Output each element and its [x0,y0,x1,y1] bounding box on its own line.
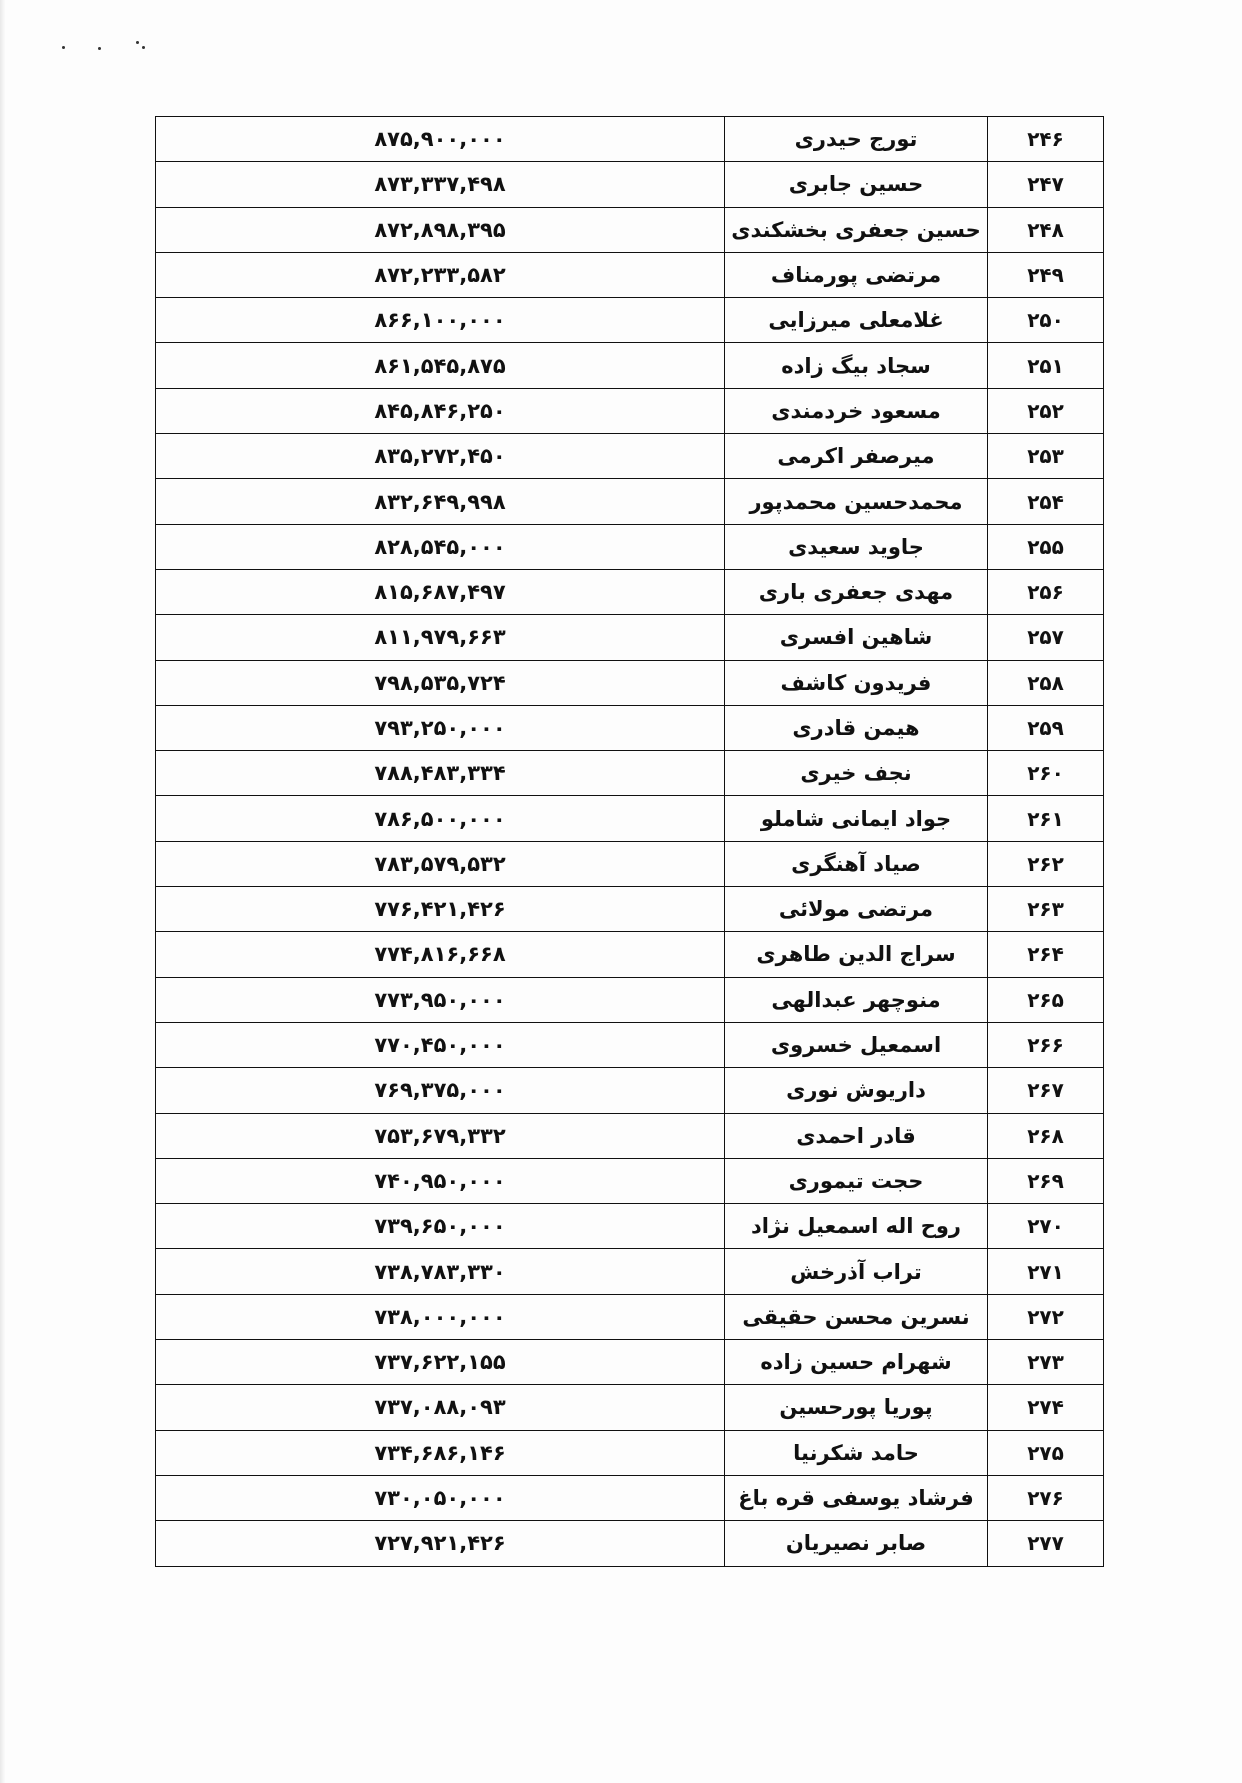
table-row [156,977,1104,1022]
row-name: اسمعیل خسروی [725,1022,988,1067]
row-index: ۲۷۱ [988,1249,1104,1294]
row-amount: ۷۷۶,۴۲۱,۴۲۶ [156,887,725,932]
row-amount: ۸۳۲,۶۴۹,۹۹۸ [156,479,725,524]
row-name: غلامعلی میرزایی [725,298,988,343]
row-amount: ۷۳۴,۶۸۶,۱۴۶ [156,1430,725,1475]
table-row [156,434,1104,479]
row-amount: ۸۶۶,۱۰۰,۰۰۰ [156,298,725,343]
table-row [156,388,1104,433]
table-row [156,1022,1104,1067]
row-index: ۲۴۶ [988,117,1104,162]
row-index: ۲۶۶ [988,1022,1104,1067]
row-index: ۲۵۹ [988,705,1104,750]
row-index: ۲۶۰ [988,751,1104,796]
row-index: ۲۶۴ [988,932,1104,977]
row-name: سجاد بیگ زاده [725,343,988,388]
row-name: حسین جابری [725,162,988,207]
records-table [155,116,1104,1567]
row-index: ۲۷۵ [988,1430,1104,1475]
row-index: ۲۴۸ [988,207,1104,252]
row-index: ۲۴۷ [988,162,1104,207]
row-name: مهدی جعفری باری [725,569,988,614]
scan-edge-shadow [0,0,6,1783]
table-row [156,841,1104,886]
row-amount: ۸۱۱,۹۷۹,۶۶۳ [156,615,725,660]
row-index: ۲۵۲ [988,388,1104,433]
row-index: ۲۵۷ [988,615,1104,660]
table-row [156,887,1104,932]
row-index: ۲۷۶ [988,1475,1104,1520]
row-name: حامد شکرنیا [725,1430,988,1475]
row-index: ۲۷۷ [988,1521,1104,1566]
row-name: حجت تیموری [725,1158,988,1203]
row-index: ۲۶۹ [988,1158,1104,1203]
table-row [156,1475,1104,1520]
table-row [156,660,1104,705]
row-name: پوریا پورحسین [725,1385,988,1430]
row-index: ۲۶۱ [988,796,1104,841]
row-name: جواد ایمانی شاملو [725,796,988,841]
row-amount: ۸۱۵,۶۸۷,۴۹۷ [156,569,725,614]
row-index: ۲۷۰ [988,1204,1104,1249]
table-row [156,1204,1104,1249]
row-amount: ۸۴۵,۸۴۶,۲۵۰ [156,388,725,433]
row-name: منوچهر عبدالهی [725,977,988,1022]
row-index: ۲۶۷ [988,1068,1104,1113]
table-row [156,1430,1104,1475]
row-amount: ۷۷۰,۴۵۰,۰۰۰ [156,1022,725,1067]
row-amount: ۷۷۳,۹۵۰,۰۰۰ [156,977,725,1022]
row-index: ۲۵۰ [988,298,1104,343]
row-amount: ۷۳۸,۷۸۳,۳۳۰ [156,1249,725,1294]
row-amount: ۷۹۳,۲۵۰,۰۰۰ [156,705,725,750]
table-row [156,932,1104,977]
row-name: صابر نصیریان [725,1521,988,1566]
table-row [156,479,1104,524]
row-index: ۲۶۸ [988,1113,1104,1158]
row-index: ۲۶۵ [988,977,1104,1022]
row-name: مسعود خردمندی [725,388,988,433]
scan-dot [62,46,65,49]
scan-dot [142,46,145,49]
row-amount: ۸۷۵,۹۰۰,۰۰۰ [156,117,725,162]
row-name: نجف خیری [725,751,988,796]
row-name: فرشاد یوسفی قره باغ [725,1475,988,1520]
row-index: ۲۵۳ [988,434,1104,479]
row-index: ۲۷۳ [988,1340,1104,1385]
row-amount: ۸۷۳,۳۳۷,۴۹۸ [156,162,725,207]
row-name: مرتضی پورمناف [725,252,988,297]
row-amount: ۷۳۰,۰۵۰,۰۰۰ [156,1475,725,1520]
table-row [156,1158,1104,1203]
table-row [156,1068,1104,1113]
table-row [156,1385,1104,1430]
row-name: هیمن قادری [725,705,988,750]
row-name: مرتضی مولائی [725,887,988,932]
row-amount: ۸۷۲,۲۳۳,۵۸۲ [156,252,725,297]
row-amount: ۷۶۹,۳۷۵,۰۰۰ [156,1068,725,1113]
row-amount: ۷۸۸,۴۸۳,۳۳۴ [156,751,725,796]
table-row [156,117,1104,162]
table-row [156,207,1104,252]
scan-dot [136,41,139,44]
row-name: نسرین محسن حقیقی [725,1294,988,1339]
table-row [156,162,1104,207]
records-table-container [155,116,1100,1567]
table-row [156,1521,1104,1566]
row-index: ۲۵۵ [988,524,1104,569]
row-amount: ۷۹۸,۵۳۵,۷۲۴ [156,660,725,705]
row-index: ۲۷۴ [988,1385,1104,1430]
row-index: ۲۶۲ [988,841,1104,886]
row-index: ۲۵۱ [988,343,1104,388]
row-name: شاهین افسری [725,615,988,660]
table-row [156,252,1104,297]
table-row [156,751,1104,796]
table-row [156,524,1104,569]
row-name: محمدحسین محمدپور [725,479,988,524]
table-row [156,569,1104,614]
row-amount: ۸۲۸,۵۴۵,۰۰۰ [156,524,725,569]
row-amount: ۷۳۹,۶۵۰,۰۰۰ [156,1204,725,1249]
row-name: جاوید سعیدی [725,524,988,569]
scan-dot [98,47,101,50]
row-amount: ۷۸۳,۵۷۹,۵۳۲ [156,841,725,886]
scan-marks [60,40,180,52]
row-amount: ۷۲۷,۹۲۱,۴۲۶ [156,1521,725,1566]
row-name: فریدون کاشف [725,660,988,705]
table-row [156,1113,1104,1158]
row-name: تورج حیدری [725,117,988,162]
row-name: تراب آذرخش [725,1249,988,1294]
row-amount: ۷۳۷,۶۲۲,۱۵۵ [156,1340,725,1385]
table-row [156,796,1104,841]
row-amount: ۷۵۳,۶۷۹,۳۳۲ [156,1113,725,1158]
row-amount: ۸۷۲,۸۹۸,۳۹۵ [156,207,725,252]
records-table-body [156,117,1104,1567]
row-name: حسین جعفری بخشکندی [725,207,988,252]
table-row [156,1340,1104,1385]
row-index: ۲۴۹ [988,252,1104,297]
row-amount: ۷۸۶,۵۰۰,۰۰۰ [156,796,725,841]
row-name: شهرام حسین زاده [725,1340,988,1385]
row-name: داریوش نوری [725,1068,988,1113]
row-name: قادر احمدی [725,1113,988,1158]
table-row [156,705,1104,750]
row-name: میرصفر اکرمی [725,434,988,479]
row-amount: ۸۳۵,۲۷۲,۴۵۰ [156,434,725,479]
table-row [156,615,1104,660]
row-amount: ۷۳۸,۰۰۰,۰۰۰ [156,1294,725,1339]
row-index: ۲۵۶ [988,569,1104,614]
row-amount: ۷۳۷,۰۸۸,۰۹۳ [156,1385,725,1430]
table-row [156,343,1104,388]
row-index: ۲۵۴ [988,479,1104,524]
table-row [156,298,1104,343]
row-index: ۲۶۳ [988,887,1104,932]
row-index: ۲۷۲ [988,1294,1104,1339]
table-row [156,1294,1104,1339]
table-row [156,1249,1104,1294]
row-name: صیاد آهنگری [725,841,988,886]
row-amount: ۷۷۴,۸۱۶,۶۶۸ [156,932,725,977]
row-amount: ۷۴۰,۹۵۰,۰۰۰ [156,1158,725,1203]
row-name: سراج الدین طاهری [725,932,988,977]
row-index: ۲۵۸ [988,660,1104,705]
row-amount: ۸۶۱,۵۴۵,۸۷۵ [156,343,725,388]
row-name: روح اله اسمعیل نژاد [725,1204,988,1249]
